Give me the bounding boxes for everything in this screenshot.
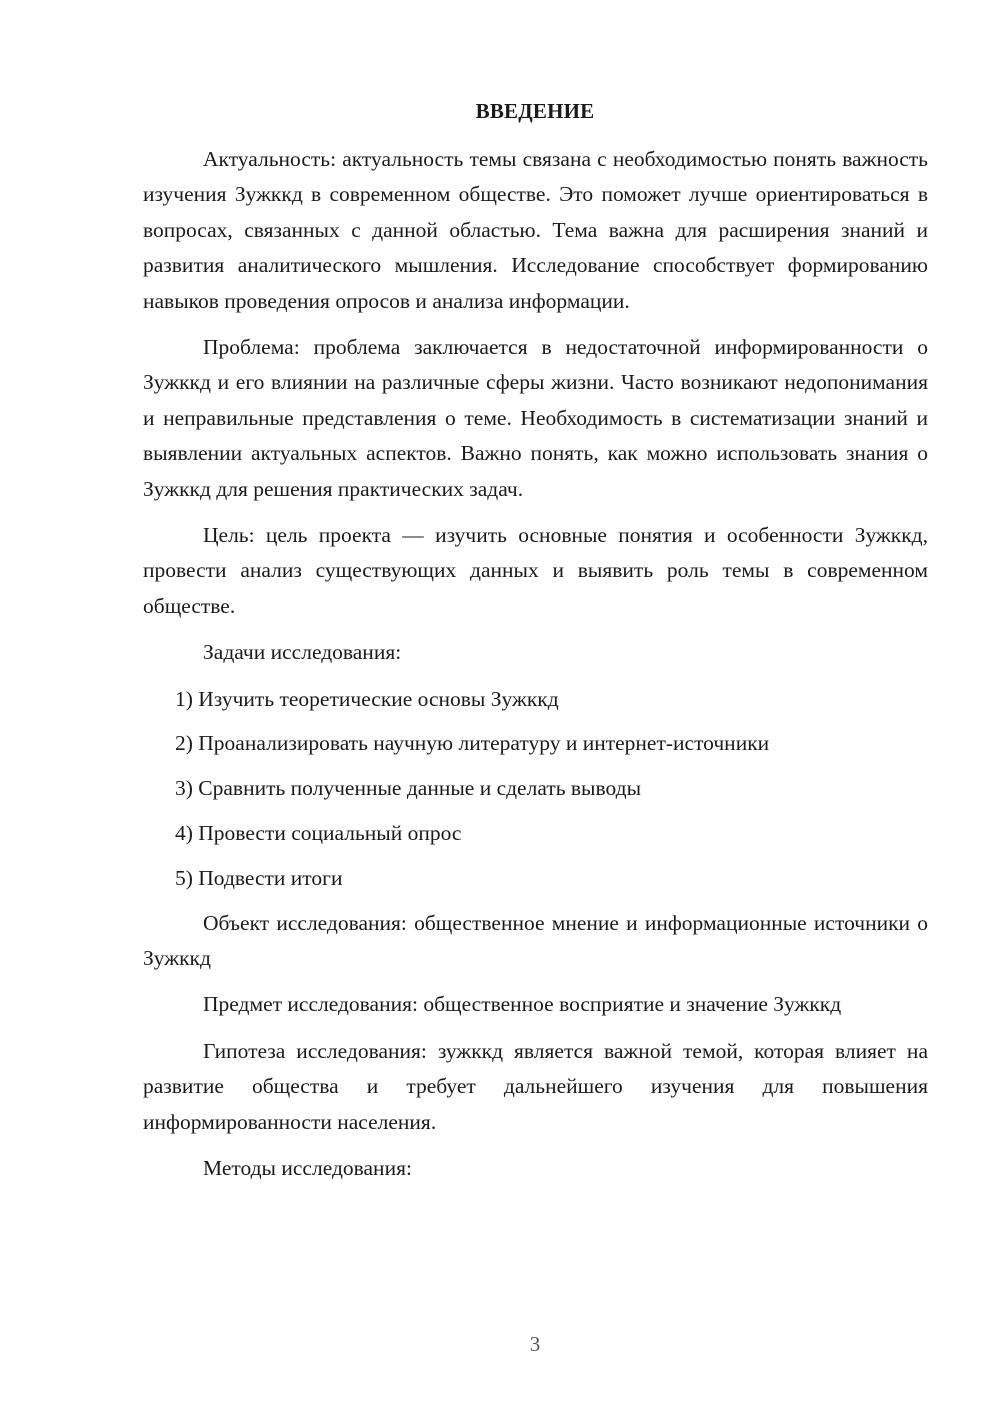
- problem-paragraph: Проблема: проблема заключается в недостаточной информированности о Зужккд и его влиянии на различные сферы жизни. Часто возникают недопонимания и неправильные представления о теме. Необходимость в систематизации знаний и выявлении актуальных аспектов. Важно понять, как можно использовать знания о Зужккд для решения практических задач.: [143, 335, 928, 501]
- object-paragraph: Объект исследования: общественное мнение и информационные источники о Зужккд: [143, 910, 928, 971]
- hypothesis-paragraph: Гипотеза исследования: зужккд является важной темой, которая влияет на развитие общества и требует дальнейшего изучения для повышения информированности населения.: [143, 1038, 928, 1134]
- tasks-heading: Задачи исследования:: [203, 640, 402, 665]
- list-item: 1) Изучить теоретические основы Зужккд: [175, 686, 559, 711]
- list-item: 4) Провести социальный опрос: [175, 821, 462, 846]
- document-body: [143, 142, 928, 1198]
- page-title: ВВЕДЕНИЕ: [475, 99, 595, 123]
- relevance-paragraph: Актуальность: актуальность темы связана с необходимостью понять важность изучения Зужккд в современном обществе. Это поможет лучше ориентироваться в вопросах, связанных с данной областью. Тема важна для расширения знаний и развития аналитического мышления. Исследование способствует формированию навыков проведения опросов и анализа информации.: [143, 147, 928, 313]
- goal-paragraph: Цель: цель проекта — изучить основные понятия и особенности Зужккд, провести анализ существующих данных и выявить роль темы в современном обществе.: [143, 523, 928, 618]
- subject-paragraph: Предмет исследования: общественное восприятие и значение Зужккд: [203, 992, 842, 1017]
- list-item: 2) Проанализировать научную литературу и интернет-источники: [175, 731, 770, 756]
- list-item: 3) Сравнить полученные данные и сделать выводы: [175, 776, 642, 801]
- methods-heading: Методы исследования:: [203, 1156, 412, 1181]
- tasks-list: [143, 682, 928, 897]
- page-number: 3: [529, 1332, 541, 1356]
- list-item: 5) Подвести итоги: [175, 865, 343, 890]
